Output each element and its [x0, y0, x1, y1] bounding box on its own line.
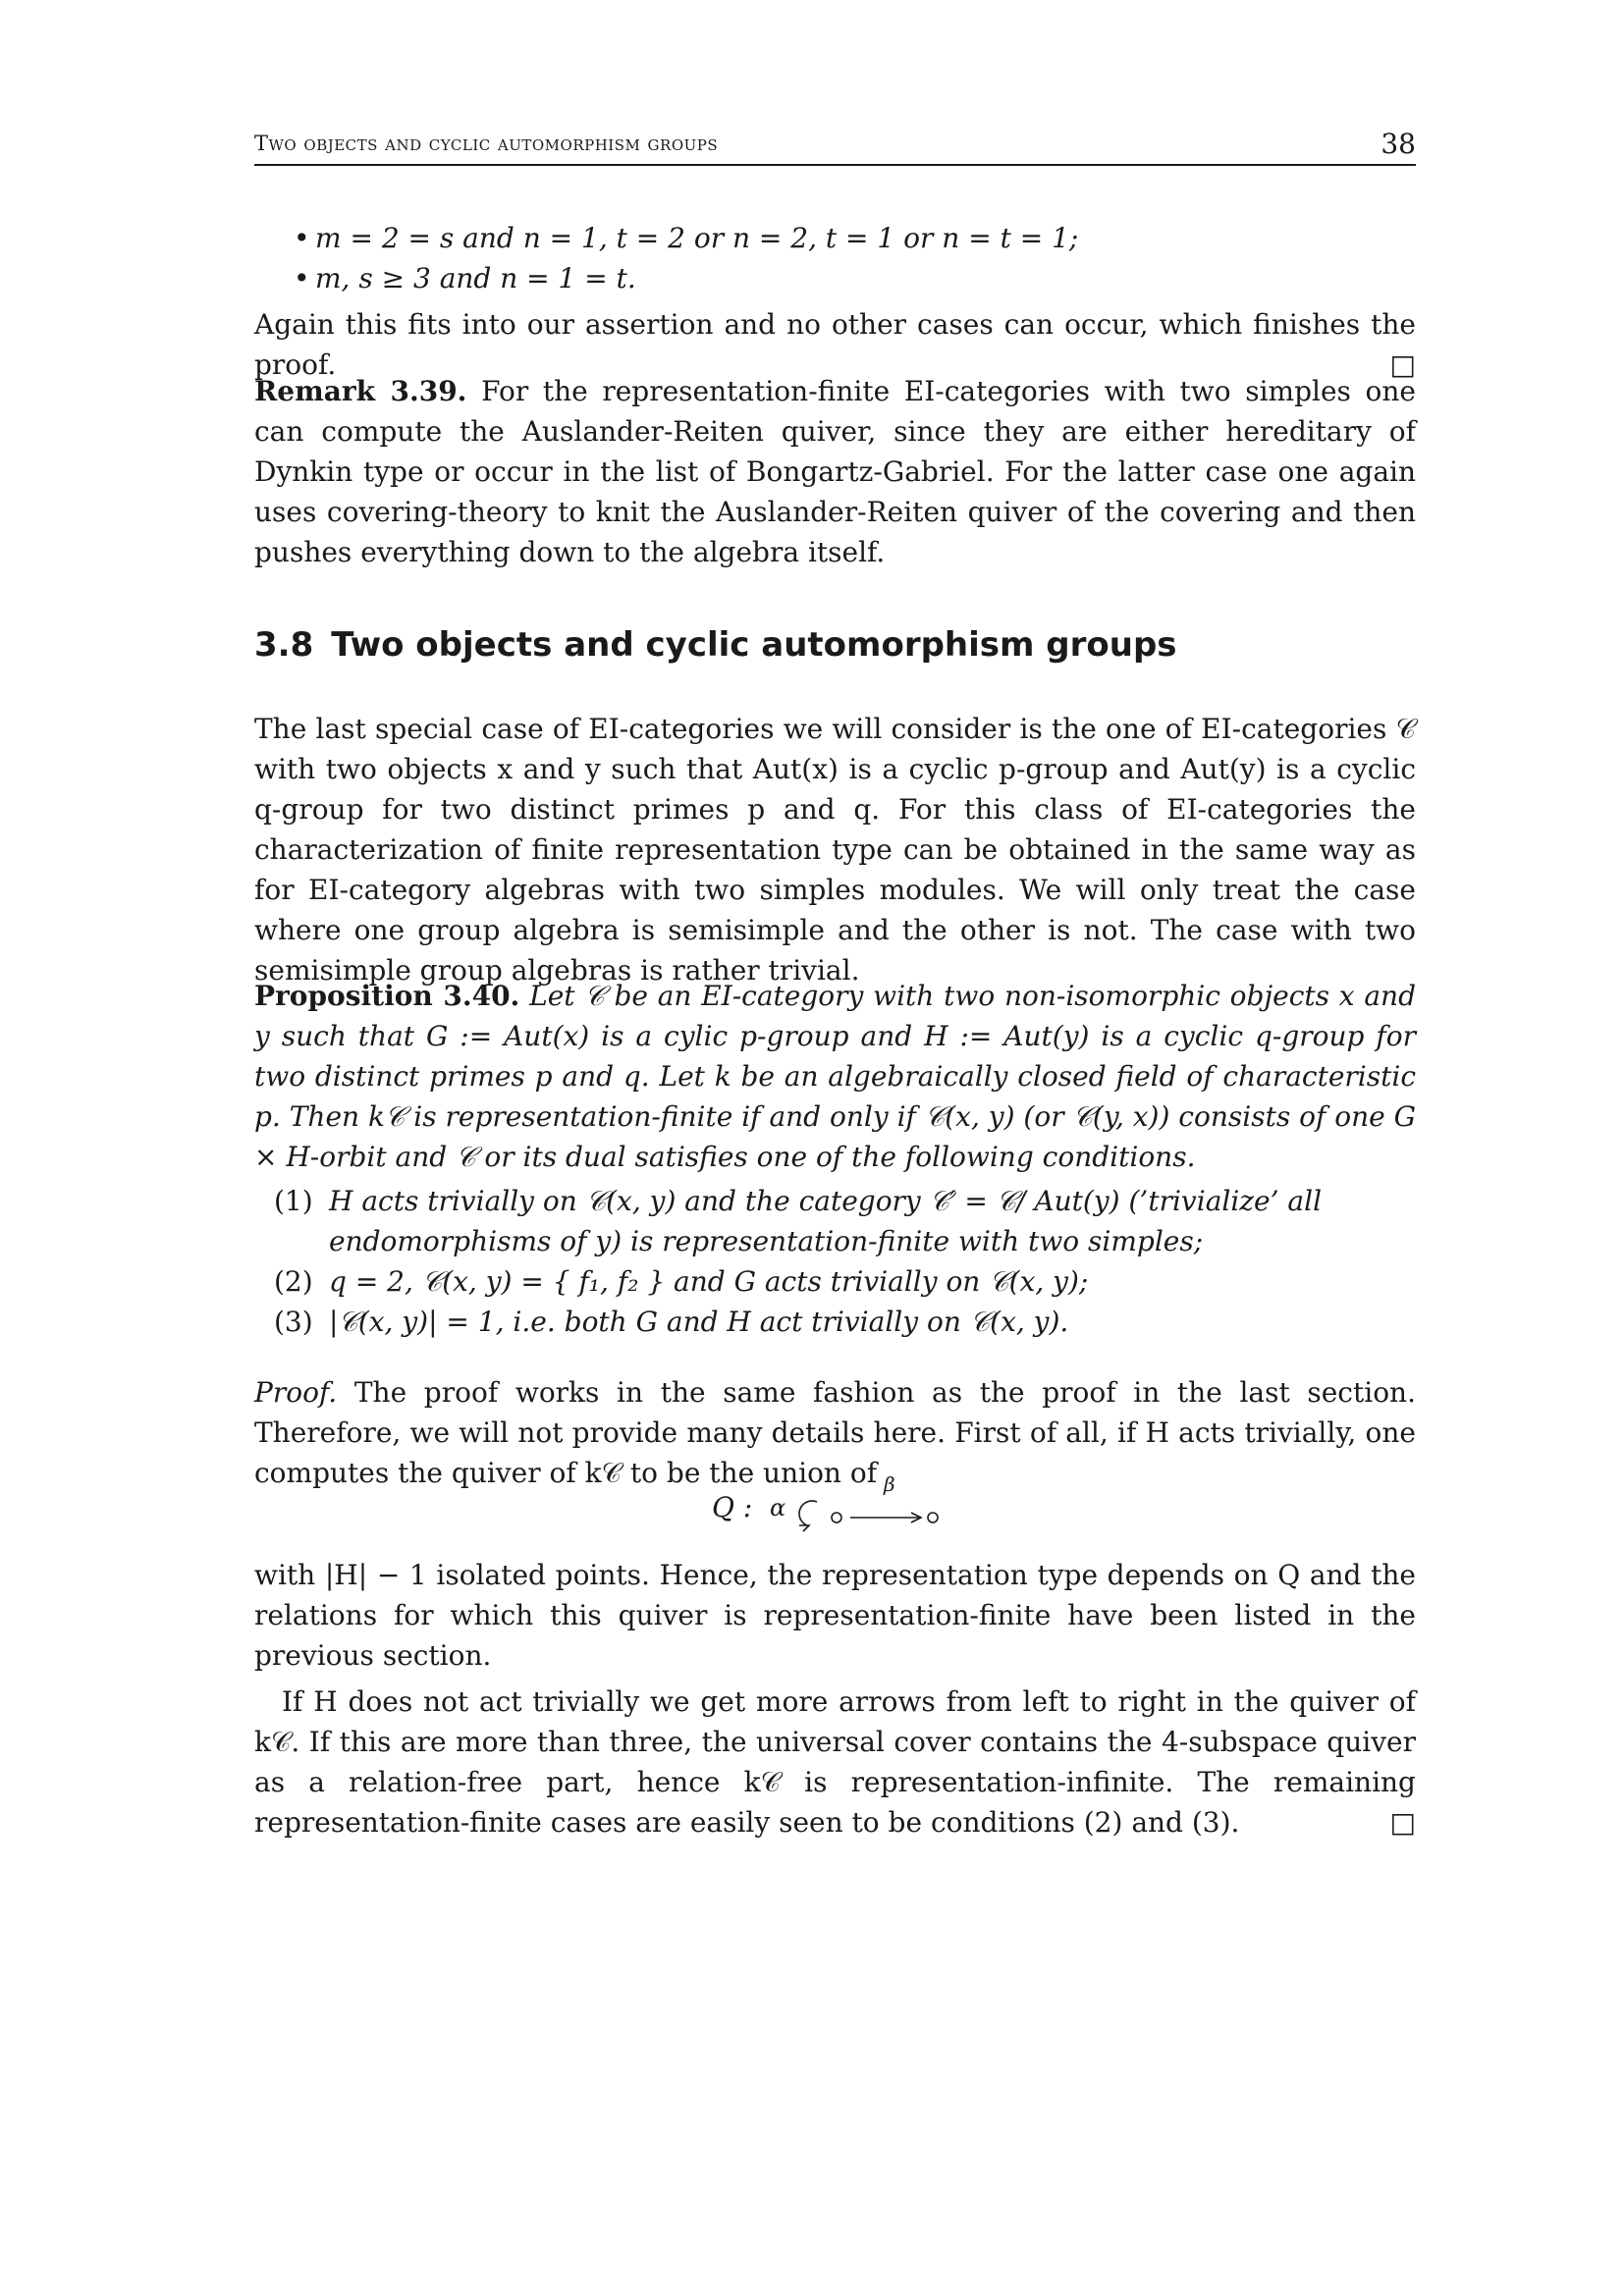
page-number: 38 [1380, 128, 1416, 160]
list-item: • m = 2 = s and n = 1, t = 2 or n = 2, t = 1 or n = t = 1; [294, 222, 1079, 254]
vertex-left [832, 1513, 841, 1522]
quiver-diagram [687, 1472, 982, 1539]
loop-arrowhead [799, 1525, 809, 1531]
case-list [254, 218, 1416, 298]
list-item: • m, s ≥ 3 and n = 1 = t. [294, 262, 636, 294]
remark-label: Remark 3.39. [254, 375, 467, 407]
header-rule [254, 164, 1416, 166]
remark-text: For the representation-finite EI-categories with two simples one can compute the Auslander-Reiten quiver, since they are either hereditary of Dynkin type or occur in the list of Bongartz-Gabriel. For the latter case one again uses covering-theory to knit the Auslander-Reiten quiver of the covering and then pushes everything down to the algebra itself. [254, 375, 1416, 568]
loop-label: α [770, 1494, 786, 1522]
proof-paragraph-3: If H does not act trivially we get more arrows from left to right in the quiver of k𝒞. If this are more than three, the universal cover contains the 4-subspace quiver as a relation-free part, hence k𝒞 is representation-infinite. The remaining representation-finite cases are easily seen to be conditions (2) and (3). □ [254, 1682, 1416, 1842]
condition-item: (2) q = 2, 𝒞(x, y) = { f₁, f₂ } and G acts trivially on 𝒞(x, y); [274, 1265, 1089, 1298]
proof [254, 1372, 1416, 1493]
qed-symbol: □ [1389, 1806, 1416, 1839]
running-title: Two objects and cyclic automorphism groups [254, 132, 719, 155]
loop-arrow [799, 1501, 817, 1525]
proof-continued [254, 1555, 1416, 1842]
arrow-label: β [884, 1472, 895, 1496]
proposition-text: Let 𝒞 be an EI-category with two non-isomorphic objects x and y such that G := Aut(x) is a cylic p-group and H := Aut(y) is a cyclic q-group for two distinct primes p and q. Let k be an algebraically closed field of characteristic p. Then k𝒞 is representation-finite if and only if 𝒞(x, y) (or 𝒞(y, x)) consists of one G × H-orbit and 𝒞 or its dual satisfies one of the following conditions. [254, 980, 1417, 1173]
condition-item: (1) H acts trivially on 𝒞(x, y) and the category 𝒞′ = 𝒞/ Aut(y) (’trivialize’ all endomorphisms of y) is representation-finite with two simples; [274, 1185, 1323, 1257]
condition-item: (3) |𝒞(x, y)| = 1, i.e. both G and H act trivially on 𝒞(x, y). [274, 1306, 1069, 1338]
quiver-name: Q : [712, 1491, 753, 1523]
proof-label: Proof. [254, 1376, 338, 1409]
section-number: 3.8 [254, 625, 314, 665]
proof-paragraph-1: The proof works in the same fashion as the proof in the last section. Therefore, we will not provide many details here. First of all, if H acts trivially, one computes the quiver of k𝒞 to be the union of [254, 1376, 1416, 1489]
running-head [254, 128, 1416, 167]
closing-paragraph: Again this fits into our assertion and no other cases can occur, which finishes the proof. □ [254, 304, 1416, 385]
proof-continuation [254, 218, 1416, 385]
condition-list [254, 1181, 1416, 1342]
qed-symbol: □ [1389, 348, 1416, 381]
proof-paragraph-2: with |H| − 1 isolated points. Hence, the representation type depends on Q and the relations for which this quiver is representation-finite have been listed in the previous section. [254, 1559, 1416, 1672]
remark-3-39 [254, 371, 1416, 572]
section-title: Two objects and cyclic automorphism groups [331, 625, 1177, 665]
vertex-right [928, 1513, 938, 1522]
quiver-graphic [687, 1480, 982, 1539]
section-intro: The last special case of EI-categories we will consider is the one of EI-categories 𝒞 with two objects x and y such that Aut(x) is a cyclic p-group and Aut(y) is a cyclic q-group for two distinct primes p and q. For this class of EI-categories the characterization of finite representation type can be obtained in the same way as for EI-category algebras with two simples modules. We will only treat the case where one group algebra is semisimple and the other is not. The case with two semisimple group algebras is rather trivial. [254, 713, 1416, 987]
proposition-3-40 [254, 976, 1416, 1342]
proposition-label: Proposition 3.40. [254, 980, 520, 1012]
section-heading [254, 625, 1177, 665]
